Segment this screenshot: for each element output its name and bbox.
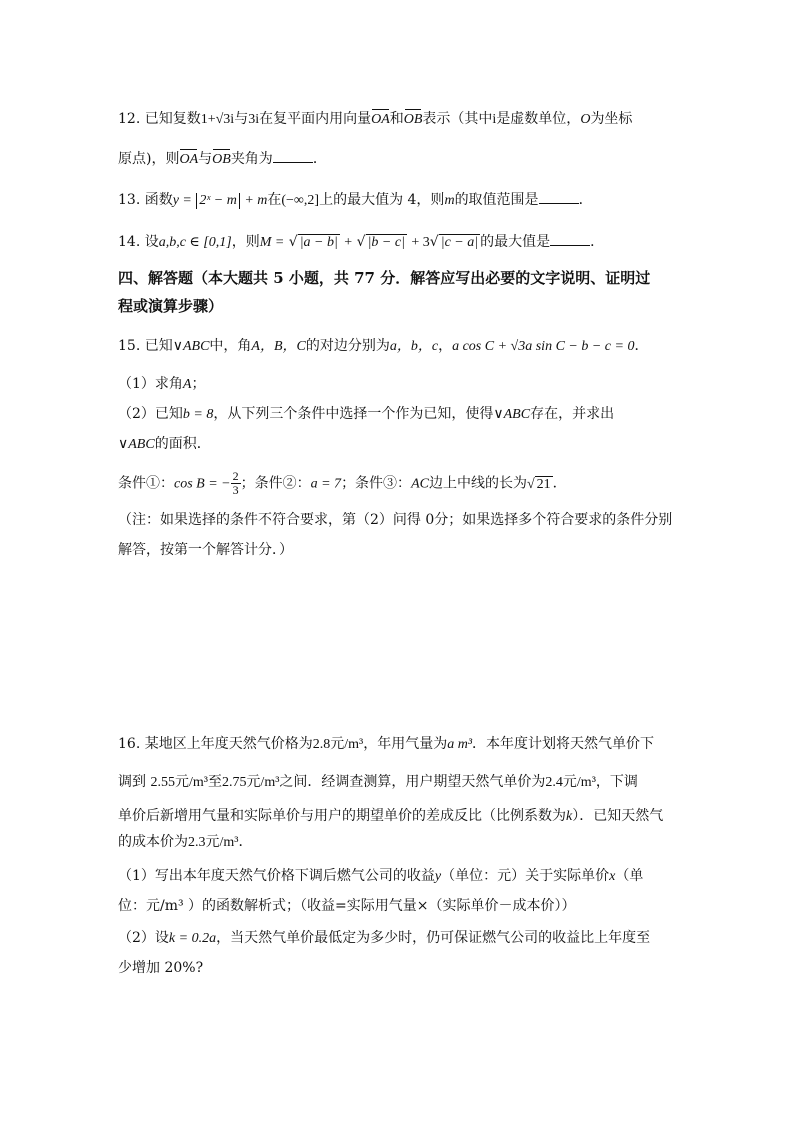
- q12-text-tail1: 表示（其中: [422, 111, 493, 127]
- q12-line2: [118, 148, 327, 170]
- q12-text: 已知复数: [144, 111, 201, 127]
- q16-part2-line2: 少增加 20%?: [118, 960, 204, 976]
- q14-rad-1: |a − b|: [299, 235, 338, 250]
- q16-p24: 2.4: [545, 775, 563, 790]
- q12-text-and: 与: [234, 111, 249, 127]
- q15-abc: ABC: [182, 339, 210, 354]
- q13-line: [118, 190, 593, 211]
- q15-line4: [118, 434, 211, 455]
- q12-vector-ob-2: OB: [212, 148, 231, 170]
- q15-line1: [118, 336, 648, 357]
- q12-vector-oa: OA: [371, 108, 390, 130]
- q14-line: 14. 设a,b,c ∈ [0,1]，则M = √ |a − b| + √ |b − c| + 3√ |c − a| 的最大值是 ．: [118, 234, 605, 250]
- q12-text-tail3: 为坐标: [590, 111, 633, 127]
- q15-note-1: （注：如果选择的条件不符合要求，第（2）问得 0分；如果选择多个符合要求的条件分别: [118, 512, 673, 528]
- q15-part2-mid: ，从下列三个条件中选择一个作为已知，使得∨: [213, 406, 504, 422]
- q13-number: 13.: [118, 192, 141, 208]
- q16-p255: 2.55: [150, 775, 175, 790]
- q16-line2-c: 之间．经调查测算，用户期望天然气单价为: [279, 774, 546, 790]
- q12-vector-oa-2: OA: [179, 148, 198, 170]
- q15-part1-text: （1）求角: [118, 376, 183, 392]
- q12-text-tail2: 是虚数单位，: [496, 111, 581, 127]
- q13-post2: 的取值范围是: [454, 192, 539, 208]
- q15-frac-num: 2: [232, 469, 239, 483]
- q12-number: 12.: [118, 111, 141, 127]
- q15-cond3-sqrt: √ 21: [526, 476, 551, 492]
- q15-part2-b: b = 8: [182, 407, 214, 422]
- q12-line1: [118, 108, 632, 130]
- q13-abs: 2ˣ − m: [196, 193, 240, 209]
- q16-line4-a: 的成本价为: [118, 834, 188, 850]
- q16-line3-text: 单价后新增用气量和实际单价与用户的期望单价的差成反比（比例系数为: [118, 808, 566, 824]
- section-4-title-cont: 程或演算步骤）: [118, 297, 224, 315]
- q14-coef: + 3: [411, 235, 430, 250]
- q15-pre: 已知∨: [144, 338, 183, 354]
- q16-line2-b: 至: [207, 774, 222, 790]
- q16-line2: [118, 772, 638, 793]
- q16-y: y: [434, 869, 442, 884]
- q16-line3-end: ）．已知天然气: [572, 808, 664, 824]
- q16-part1-b: （单位：元）关于实际单价: [441, 868, 610, 884]
- q12-z2: 3i: [248, 112, 260, 127]
- q15-equation: a cos C + √3a sin C − b − c = 0: [452, 339, 635, 354]
- q16-part1: [118, 866, 643, 887]
- q14-vars: a,b,c ∈ [0,1]: [158, 235, 232, 250]
- q16-unit-2: 元/m³: [174, 775, 208, 790]
- q13-mid: 在: [267, 192, 282, 208]
- q12-line2-post: 夹角为: [230, 151, 273, 167]
- q15-cond2-label: ；条件②：: [240, 475, 311, 492]
- q16-part1-a: （1）写出本年度天然气价格下调后燃气公司的收益: [118, 868, 435, 884]
- q12-text-mid: 在复平面内用向量: [259, 111, 372, 127]
- q15-part2-pre: （2）已知: [118, 406, 183, 422]
- q15-part1-A: A: [182, 377, 192, 392]
- q13-period: ．: [578, 192, 593, 208]
- q12-text-and2: 和: [389, 111, 404, 127]
- q14-sqrt-3: √ |c − a|: [429, 234, 479, 250]
- q14-pre: 设: [144, 234, 159, 250]
- q15-sides: a，b，c: [389, 339, 439, 354]
- q15-cond3-ac: AC: [411, 476, 429, 492]
- q14-post: 的最大值是: [480, 234, 551, 250]
- q12-line2-pre: 原点)，则: [118, 151, 180, 167]
- q15-cond3-label: ；条件③：: [341, 475, 412, 492]
- q15-part2-end: 存在，并求出: [530, 406, 615, 422]
- section-4-title: 四、解答题（本大题共 5 小题，共 77 分．解答应写出必要的文字说明、证明过: [118, 269, 651, 287]
- q15-cond1-label: 条件①：: [118, 475, 174, 492]
- q16-part2-b: ，当天然气单价最低定为多少时，仍可保证燃气公司的收益比上年度至: [216, 930, 651, 946]
- q15-line4-post: 的面积．: [154, 436, 211, 452]
- q16-line4-end: ．: [238, 834, 253, 850]
- q16-part1-line2: 位：元/m³ ）的函数解析式；（收益=实际用气量×（实际单价－成本价））: [118, 898, 576, 914]
- q16-price1: 2.8: [312, 737, 331, 752]
- q16-part2-a: （2）设: [118, 930, 169, 946]
- answer-blank: [273, 150, 313, 163]
- q15-part2: [118, 404, 614, 425]
- q16-line2-a: 调到: [118, 774, 146, 790]
- q15-part2-abc: ABC: [503, 407, 531, 422]
- q13-interval: (−∞,2]: [281, 193, 320, 208]
- q15-frac-den: 3: [232, 483, 239, 497]
- q16-part1-c: （单: [615, 868, 644, 884]
- q15-line4-pre: ∨: [118, 436, 129, 452]
- q14-rad-3: |c − a|: [440, 235, 479, 250]
- q15-conditions: 条件①：cos B = − $\frac{2}{3}$ ；条件②：a = 7；条件③：AC边上中线的长为√ 21 ．: [118, 469, 567, 497]
- q16-line2-d: ，下调: [595, 774, 638, 790]
- q16-a-m3: a m³: [447, 737, 473, 752]
- q15-cond1-expr: cos B = −: [174, 476, 231, 492]
- q15-cond3-text: 边上中线的长为: [428, 475, 527, 492]
- q14-number: 14.: [118, 234, 141, 250]
- q15-part1-end: ；: [191, 376, 206, 392]
- q16-p275: 2.75: [221, 775, 247, 790]
- q15-cond3-val: 21: [536, 476, 551, 492]
- q12-period: ．: [312, 151, 327, 167]
- q16-k: k: [566, 809, 573, 824]
- q13-plus-m: + m: [244, 193, 268, 208]
- q16-line4: [118, 832, 252, 853]
- q15-number: 15.: [118, 338, 141, 354]
- q16-unit-5: 元/m³: [205, 835, 239, 850]
- q16-line3: [118, 806, 663, 827]
- q15-sep: ，: [438, 338, 453, 354]
- q16-unit-4: 元/m³: [562, 775, 596, 790]
- q15-cond2-expr: a = 7: [310, 476, 342, 492]
- q13-m: m: [444, 193, 455, 208]
- q12-o: O: [580, 112, 591, 127]
- q15-mid: 中，角: [209, 338, 252, 354]
- q14-M: M =: [259, 235, 285, 250]
- q16-number: 16.: [118, 736, 141, 752]
- q16-line1-a: 某地区上年度天然气价格为: [144, 736, 313, 752]
- q13-pre: 函数: [144, 192, 173, 208]
- q16-part2: [118, 928, 650, 949]
- q16-unit-3: 元/m³: [246, 775, 280, 790]
- q16-line1-c: ．本年度计划将天然气单价下: [472, 736, 655, 752]
- q12-vector-ob: OB: [404, 108, 423, 130]
- q16-k-expr: k = 0.2a: [168, 931, 217, 946]
- q16-p23: 2.3: [188, 835, 206, 850]
- answer-blank: [550, 233, 590, 246]
- q14-then: ，则: [231, 234, 260, 250]
- q15-period: ．: [634, 338, 649, 354]
- q13-y: y =: [172, 193, 192, 208]
- q14-period: ．: [590, 234, 605, 250]
- answer-blank: [539, 191, 579, 204]
- q15-line4-abc: ABC: [128, 437, 155, 452]
- q16-line1: [118, 734, 654, 755]
- q12-i: i: [492, 112, 497, 127]
- q16-x: x: [609, 869, 616, 884]
- q14-sqrt-2: √ |b − c|: [356, 234, 405, 250]
- q12-line2-and: 与: [198, 151, 213, 167]
- q15-cond1-frac: [231, 470, 241, 497]
- q15-note-2: 解答，按第一个解答计分．）: [118, 542, 293, 558]
- q16-unit: 元/m³: [330, 737, 364, 752]
- q15-part1: [118, 374, 205, 395]
- q14-sqrt-1: √ |a − b|: [288, 234, 338, 250]
- q16-line1-b: ，年用气量为: [363, 736, 448, 752]
- q15-angles: A，B，C: [251, 339, 306, 354]
- q15-mid2: 的对边分别为: [305, 338, 390, 354]
- q14-rad-2: |b − c|: [367, 235, 405, 250]
- q13-post: 上的最大值为 4，则: [319, 192, 445, 208]
- q12-z1: 1+√3i: [200, 112, 235, 127]
